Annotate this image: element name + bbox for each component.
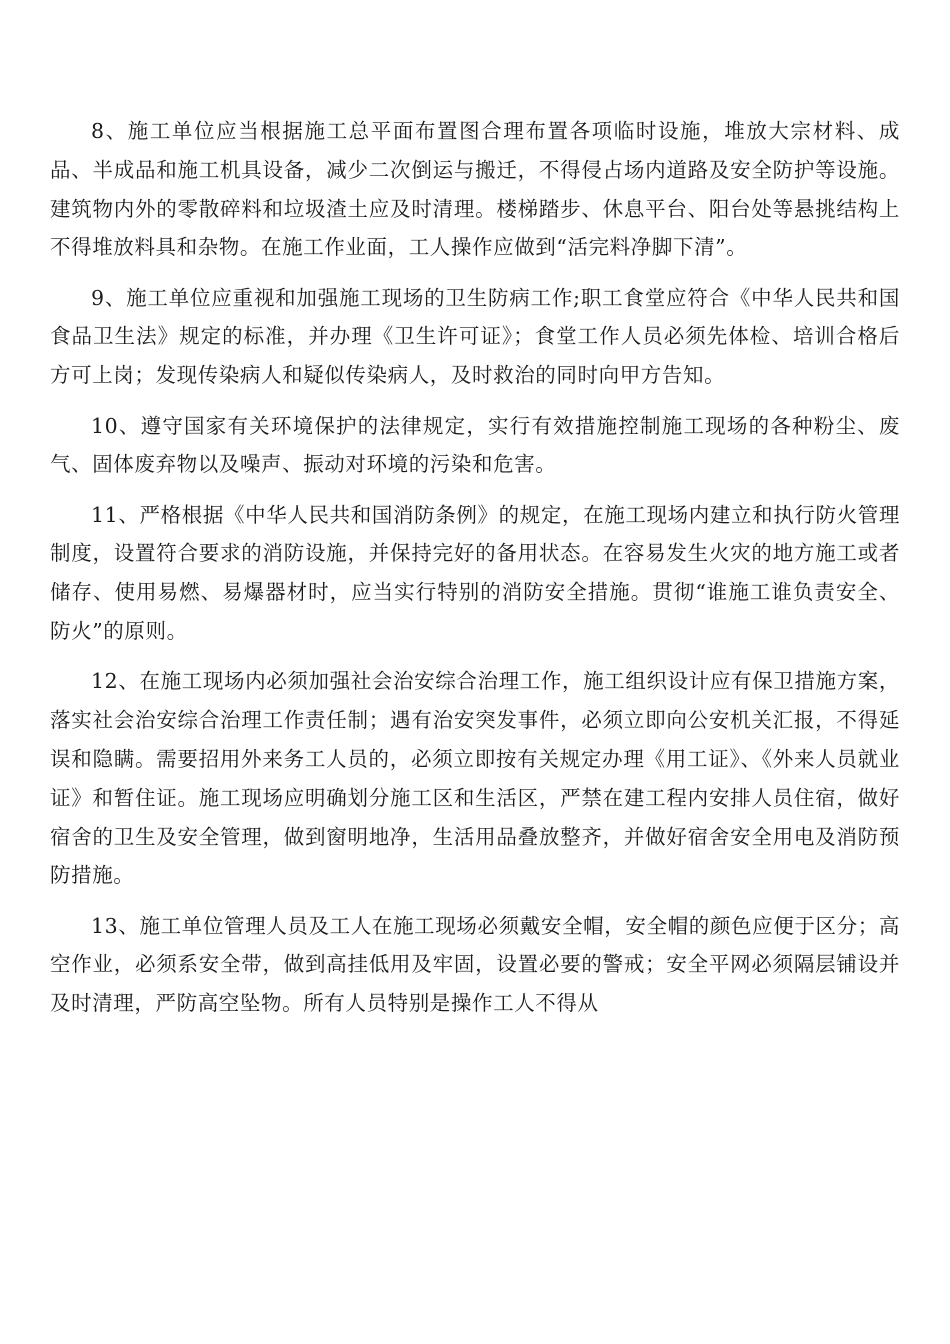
- paragraph-item-12: 12、在施工现场内必须加强社会治安综合治理工作，施工组织设计应有保卫措施方案，落实社会治安综合治理工作责任制；遇有治安突发事件，必须立即向公安机关汇报，不得延误和隐瞒。需要招用外来务工人员的，必须立即按有关规定办理《用工证》、《外来人员就业证》和暂住证。施工现场应明确划分施工区和生活区，严禁在建工程内安排人员住宿，做好宿舍的卫生及安全管理，做到窗明地净，生活用品叠放整齐，并做好宿舍安全用电及消防预防措施。: [50, 669, 900, 888]
- paragraph-item-10: 10、遵守国家有关环境保护的法律规定，实行有效措施控制施工现场的各种粉尘、废气、固体废弃物以及噪声、振动对环境的污染和危害。: [50, 413, 900, 477]
- paragraph-item-13: 13、施工单位管理人员及工人在施工现场必须戴安全帽，安全帽的颜色应便于区分；高空作业，必须系安全带，做到高挂低用及牢固，设置必要的警戒；安全平网必须隔层铺设并及时清理，严防高空坠物。所有人员特别是操作工人不得从: [50, 913, 900, 1016]
- paragraph-item-8: 8、施工单位应当根据施工总平面布置图合理布置各项临时设施，堆放大宗材料、成品、半成品和施工机具设备，减少二次倒运与搬迁，不得侵占场内道路及安全防护等设施。建筑物内外的零散碎料和垃圾渣土应及时清理。楼梯踏步、休息平台、阳台处等悬挑结构上不得堆放料具和杂物。在施工作业面，工人操作应做到“活完料净脚下清”。: [50, 119, 900, 260]
- paragraph-item-11: 11、严格根据《中华人民共和国消防条例》的规定，在施工现场内建立和执行防火管理制度，设置符合要求的消防设施，并保持完好的备用状态。在容易发生火灾的地方施工或者储存、使用易燃、易爆器材时，应当实行特别的消防安全措施。贯彻“谁施工谁负责安全、防火”的原则。: [50, 502, 900, 644]
- paragraph-item-9: 9、施工单位应重视和加强施工现场的卫生防病工作;职工食堂应符合《中华人民共和国食品卫生法》规定的标准，并办理《卫生许可证》；食堂工作人员必须先体检、培训合格后方可上岗；发现传染病人和疑似传染病人，及时救治的同时向甲方告知。: [50, 285, 900, 388]
- document-body: [50, 112, 900, 1035]
